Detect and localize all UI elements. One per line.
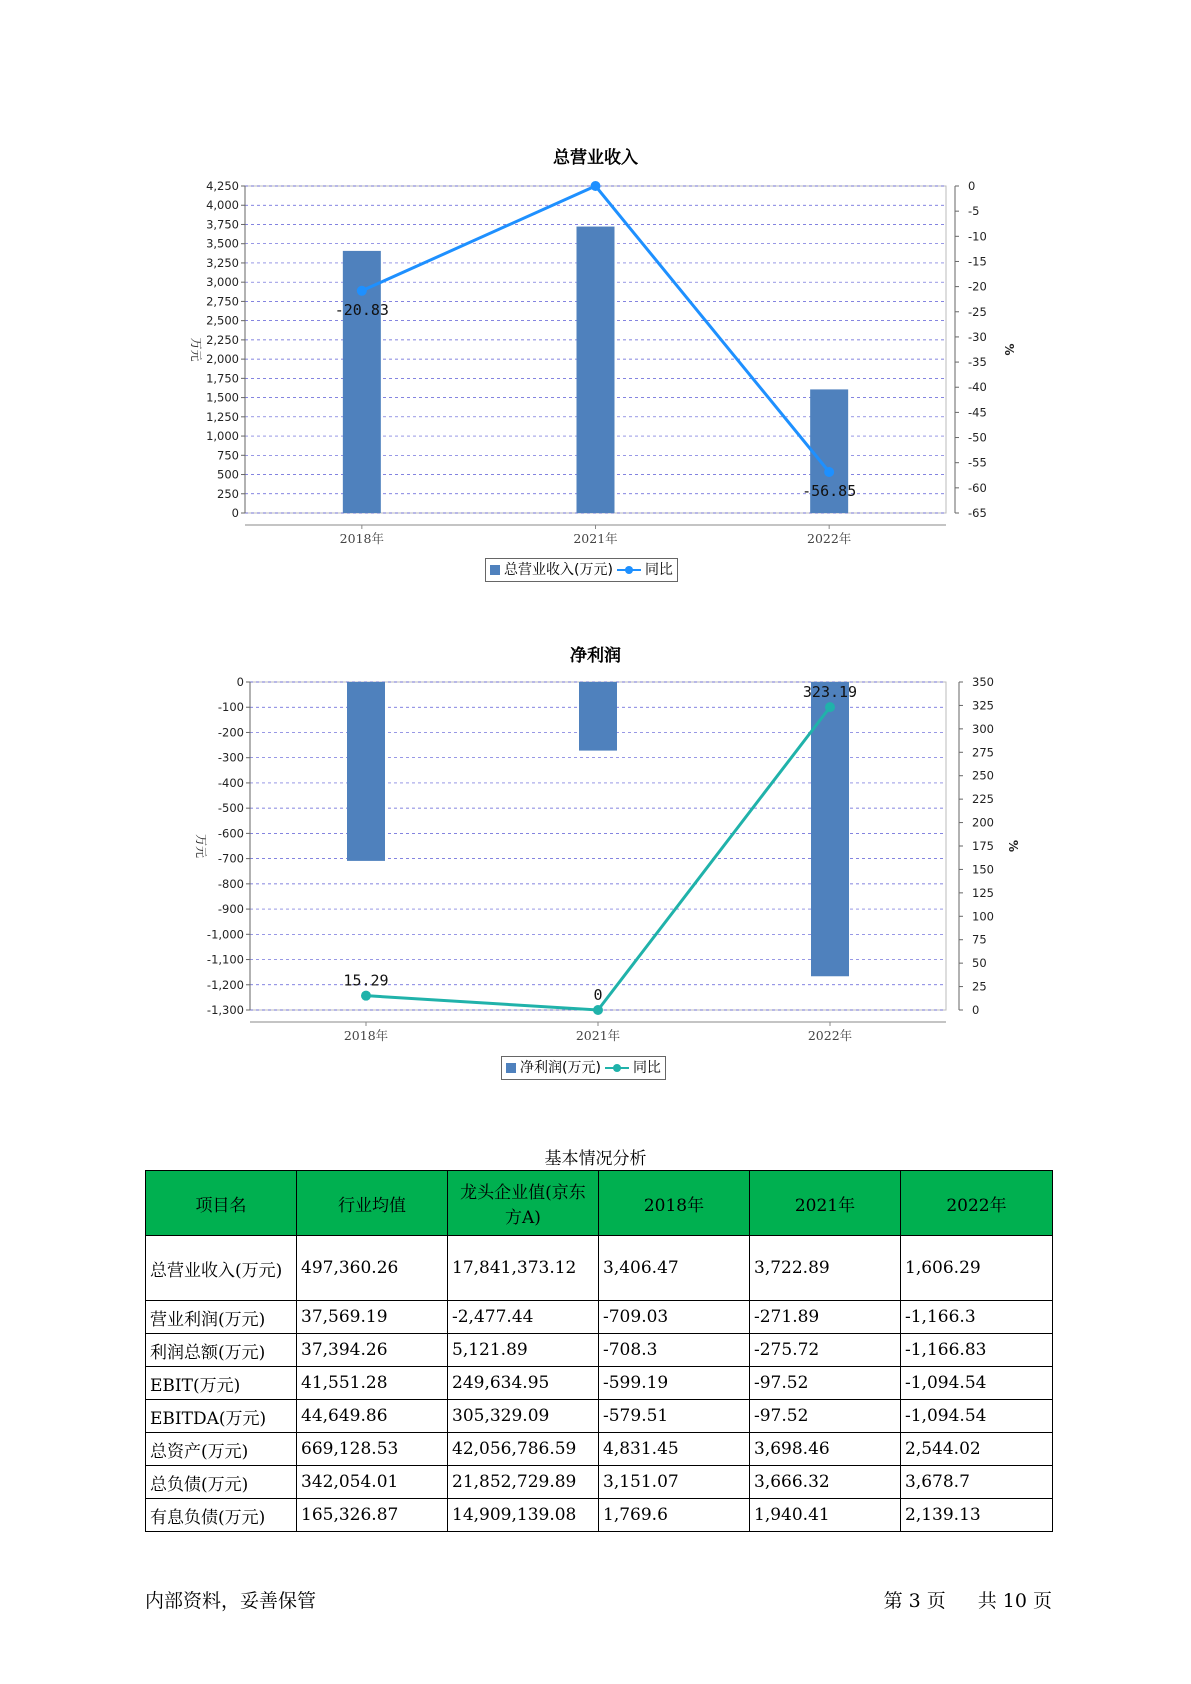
page-prefix: 第: [883, 1590, 903, 1612]
right-tick-label: 275: [972, 745, 994, 760]
left-tick-label: 500: [217, 467, 239, 482]
table-row: [146, 1499, 1053, 1532]
table-cell: 14,909,139.08: [448, 1499, 599, 1532]
table-cell: 1,940.41: [750, 1499, 901, 1532]
legend-bar-swatch: [490, 565, 500, 575]
table-cell: 44,649.86: [297, 1400, 448, 1433]
right-tick-label: -60: [968, 480, 987, 495]
right-tick-label: -5: [968, 204, 980, 219]
table-cell: 17,841,373.12: [448, 1236, 599, 1301]
table-cell: -97.52: [750, 1400, 901, 1433]
table-cell: 3,406.47: [599, 1236, 750, 1301]
table-cell: -579.51: [599, 1400, 750, 1433]
table-cell: 1,769.6: [599, 1499, 750, 1532]
table-cell: -709.03: [599, 1301, 750, 1334]
row-label-cell: 总资产(万元): [146, 1433, 297, 1466]
table-cell: -271.89: [750, 1301, 901, 1334]
table-cell: -275.72: [750, 1334, 901, 1367]
left-tick-label: -200: [217, 725, 244, 740]
revenue-chart: [0, 170, 1191, 590]
left-tick-label: -1,000: [206, 927, 244, 942]
line-point: [361, 991, 371, 1001]
left-tick-label: -1,200: [206, 977, 244, 992]
left-tick-label: 2,250: [206, 332, 239, 347]
left-tick-label: 1,000: [206, 429, 239, 444]
legend-bar-label: 总营业收入(万元): [504, 562, 613, 578]
right-axis-title: %: [1006, 839, 1020, 853]
header-industry-avg: 行业均值: [297, 1171, 448, 1236]
page-unit: 页: [926, 1590, 946, 1612]
right-tick-label: 225: [972, 792, 994, 807]
table-cell: 2,139.13: [901, 1499, 1053, 1532]
table-row: [146, 1433, 1053, 1466]
table-cell: 41,551.28: [297, 1367, 448, 1400]
table-cell: -97.52: [750, 1367, 901, 1400]
left-tick-label: 4,250: [206, 179, 239, 193]
left-tick-label: 1,500: [206, 390, 239, 405]
right-tick-label: -45: [968, 405, 987, 420]
table-cell: -1,094.54: [901, 1367, 1053, 1400]
header-2022: 2022年: [901, 1171, 1053, 1236]
left-tick-label: -300: [217, 750, 244, 765]
total-unit: 页: [1032, 1590, 1052, 1612]
table-cell: -1,094.54: [901, 1400, 1053, 1433]
left-tick-label: -1,100: [206, 952, 244, 967]
bar: [577, 227, 615, 513]
table-row: [146, 1334, 1053, 1367]
left-tick-label: -700: [217, 851, 244, 866]
data-label: 0: [593, 986, 603, 1004]
right-tick-label: 300: [972, 721, 994, 736]
table-cell: 37,569.19: [297, 1301, 448, 1334]
left-tick-label: 3,750: [206, 217, 239, 232]
right-tick-label: -25: [968, 304, 987, 319]
line-point: [593, 1005, 603, 1015]
chart-title-net-profit: 净利润: [570, 646, 621, 666]
table-cell: 165,326.87: [297, 1499, 448, 1532]
table-cell: 21,852,729.89: [448, 1466, 599, 1499]
table-cell: 249,634.95: [448, 1367, 599, 1400]
table-cell: -2,477.44: [448, 1301, 599, 1334]
left-tick-label: -800: [217, 876, 244, 891]
left-tick-label: 2,750: [206, 294, 239, 309]
right-tick-label: -10: [968, 229, 987, 244]
right-tick-label: -40: [968, 380, 987, 395]
table-header-row: [146, 1171, 1053, 1236]
table-row: [146, 1236, 1053, 1301]
left-axis-title: 万元: [194, 833, 208, 859]
right-tick-label: 250: [972, 768, 994, 783]
line-point: [825, 702, 835, 712]
right-tick-label: 125: [972, 885, 994, 900]
legend-line-label: 同比: [644, 562, 673, 578]
table-cell: 42,056,786.59: [448, 1433, 599, 1466]
table-caption: 基本情况分析: [544, 1149, 647, 1169]
left-tick-label: -400: [217, 775, 244, 790]
table-cell: 305,329.09: [448, 1400, 599, 1433]
left-tick-label: 1,750: [206, 371, 239, 386]
table-cell: 3,698.46: [750, 1433, 901, 1466]
legend-net-profit: [501, 1056, 666, 1080]
right-tick-label: 350: [972, 675, 994, 689]
row-label-cell: 营业利润(万元): [146, 1301, 297, 1334]
left-tick-label: 3,250: [206, 255, 239, 270]
left-tick-label: -100: [217, 700, 244, 715]
right-tick-label: 75: [972, 932, 987, 947]
left-tick-label: 0: [231, 506, 239, 520]
table-cell: -708.3: [599, 1334, 750, 1367]
right-tick-label: -35: [968, 355, 987, 370]
total-num: 10: [1002, 1590, 1027, 1612]
left-tick-label: 0: [236, 675, 244, 689]
line-point: [824, 467, 834, 477]
row-label-cell: 有息负债(万元): [146, 1499, 297, 1532]
left-axis-title: 万元: [189, 337, 203, 362]
left-tick-label: 3,000: [206, 275, 239, 290]
legend-line-label: 同比: [632, 1060, 661, 1076]
x-tick-label: 2018年: [339, 531, 384, 546]
bar: [347, 682, 385, 861]
left-tick-label: 250: [217, 486, 239, 501]
chart-title-revenue: 总营业收入: [553, 148, 638, 168]
right-tick-label: 50: [972, 956, 987, 971]
table-cell: 3,722.89: [750, 1236, 901, 1301]
line-point: [357, 286, 367, 296]
table-cell: 2,544.02: [901, 1433, 1053, 1466]
table-cell: -599.19: [599, 1367, 750, 1400]
table-cell: 3,151.07: [599, 1466, 750, 1499]
right-tick-label: -55: [968, 455, 987, 470]
basic-analysis-table: [145, 1170, 1053, 1532]
table-cell: 3,666.32: [750, 1466, 901, 1499]
x-tick-label: 2022年: [807, 531, 852, 546]
right-tick-label: -20: [968, 279, 987, 294]
row-label-cell: 总负债(万元): [146, 1466, 297, 1499]
right-axis-title: %: [1002, 343, 1016, 356]
legend-revenue: [485, 558, 678, 582]
right-tick-label: 25: [972, 979, 987, 994]
left-tick-label: -600: [217, 826, 244, 841]
footer-confidential: 内部资料，妥善保管: [145, 1590, 317, 1612]
left-tick-label: 3,500: [206, 236, 239, 251]
table-cell: 37,394.26: [297, 1334, 448, 1367]
table-row: [146, 1466, 1053, 1499]
left-tick-label: -500: [217, 801, 244, 816]
table-cell: 342,054.01: [297, 1466, 448, 1499]
left-tick-label: 2,000: [206, 352, 239, 367]
right-tick-label: -30: [968, 329, 987, 344]
data-label: -56.85: [802, 481, 857, 500]
left-tick-label: -1,300: [206, 1003, 244, 1017]
page-num: 3: [908, 1590, 921, 1612]
table-cell: -1,166.83: [901, 1334, 1053, 1367]
x-tick-label: 2018年: [343, 1028, 389, 1043]
table-cell: 497,360.26: [297, 1236, 448, 1301]
x-tick-label: 2021年: [573, 531, 618, 546]
line-point: [591, 181, 601, 191]
legend-line-swatch: [605, 1062, 629, 1074]
header-leader-value: 龙头企业值(京东方A): [448, 1171, 599, 1236]
row-label-cell: EBITDA(万元): [146, 1400, 297, 1433]
total-prefix: 共: [977, 1590, 997, 1612]
right-tick-label: -65: [968, 506, 987, 520]
right-tick-label: -15: [968, 254, 987, 269]
table-cell: 669,128.53: [297, 1433, 448, 1466]
x-tick-label: 2022年: [807, 1028, 853, 1043]
right-tick-label: 325: [972, 698, 994, 713]
table-cell: -1,166.3: [901, 1301, 1053, 1334]
data-label: 15.29: [343, 971, 389, 990]
right-tick-label: 100: [972, 909, 994, 924]
net-profit-chart: [0, 668, 1191, 1088]
left-tick-label: 1,250: [206, 409, 239, 424]
right-tick-label: 150: [972, 862, 994, 877]
table-row: [146, 1400, 1053, 1433]
left-tick-label: 750: [217, 448, 239, 463]
table-row: [146, 1301, 1053, 1334]
right-tick-label: 175: [972, 839, 994, 853]
header-item-name: 项目名: [146, 1171, 297, 1236]
table-cell: 3,678.7: [901, 1466, 1053, 1499]
page-number: [878, 1586, 1052, 1613]
left-tick-label: -900: [217, 902, 244, 917]
left-tick-label: 2,500: [206, 313, 239, 328]
header-2021: 2021年: [750, 1171, 901, 1236]
bar: [579, 682, 617, 751]
header-2018: 2018年: [599, 1171, 750, 1236]
table-cell: 4,831.45: [599, 1433, 750, 1466]
legend-bar-label: 净利润(万元): [520, 1060, 601, 1076]
row-label-cell: 利润总额(万元): [146, 1334, 297, 1367]
left-tick-label: 4,000: [206, 198, 239, 213]
data-label: 323.19: [802, 683, 858, 702]
row-label-cell: 总营业收入(万元): [146, 1236, 297, 1301]
right-tick-label: 0: [972, 1003, 980, 1017]
table-row: [146, 1367, 1053, 1400]
legend-line-swatch: [617, 564, 641, 576]
row-label-cell: EBIT(万元): [146, 1367, 297, 1400]
right-tick-label: 0: [968, 179, 976, 193]
legend-bar-swatch: [506, 1063, 516, 1073]
right-tick-label: 200: [972, 815, 994, 830]
table-cell: 5,121.89: [448, 1334, 599, 1367]
data-label: -20.83: [334, 300, 389, 319]
right-tick-label: -50: [968, 430, 987, 445]
table-cell: 1,606.29: [901, 1236, 1053, 1301]
x-tick-label: 2021年: [575, 1028, 621, 1043]
